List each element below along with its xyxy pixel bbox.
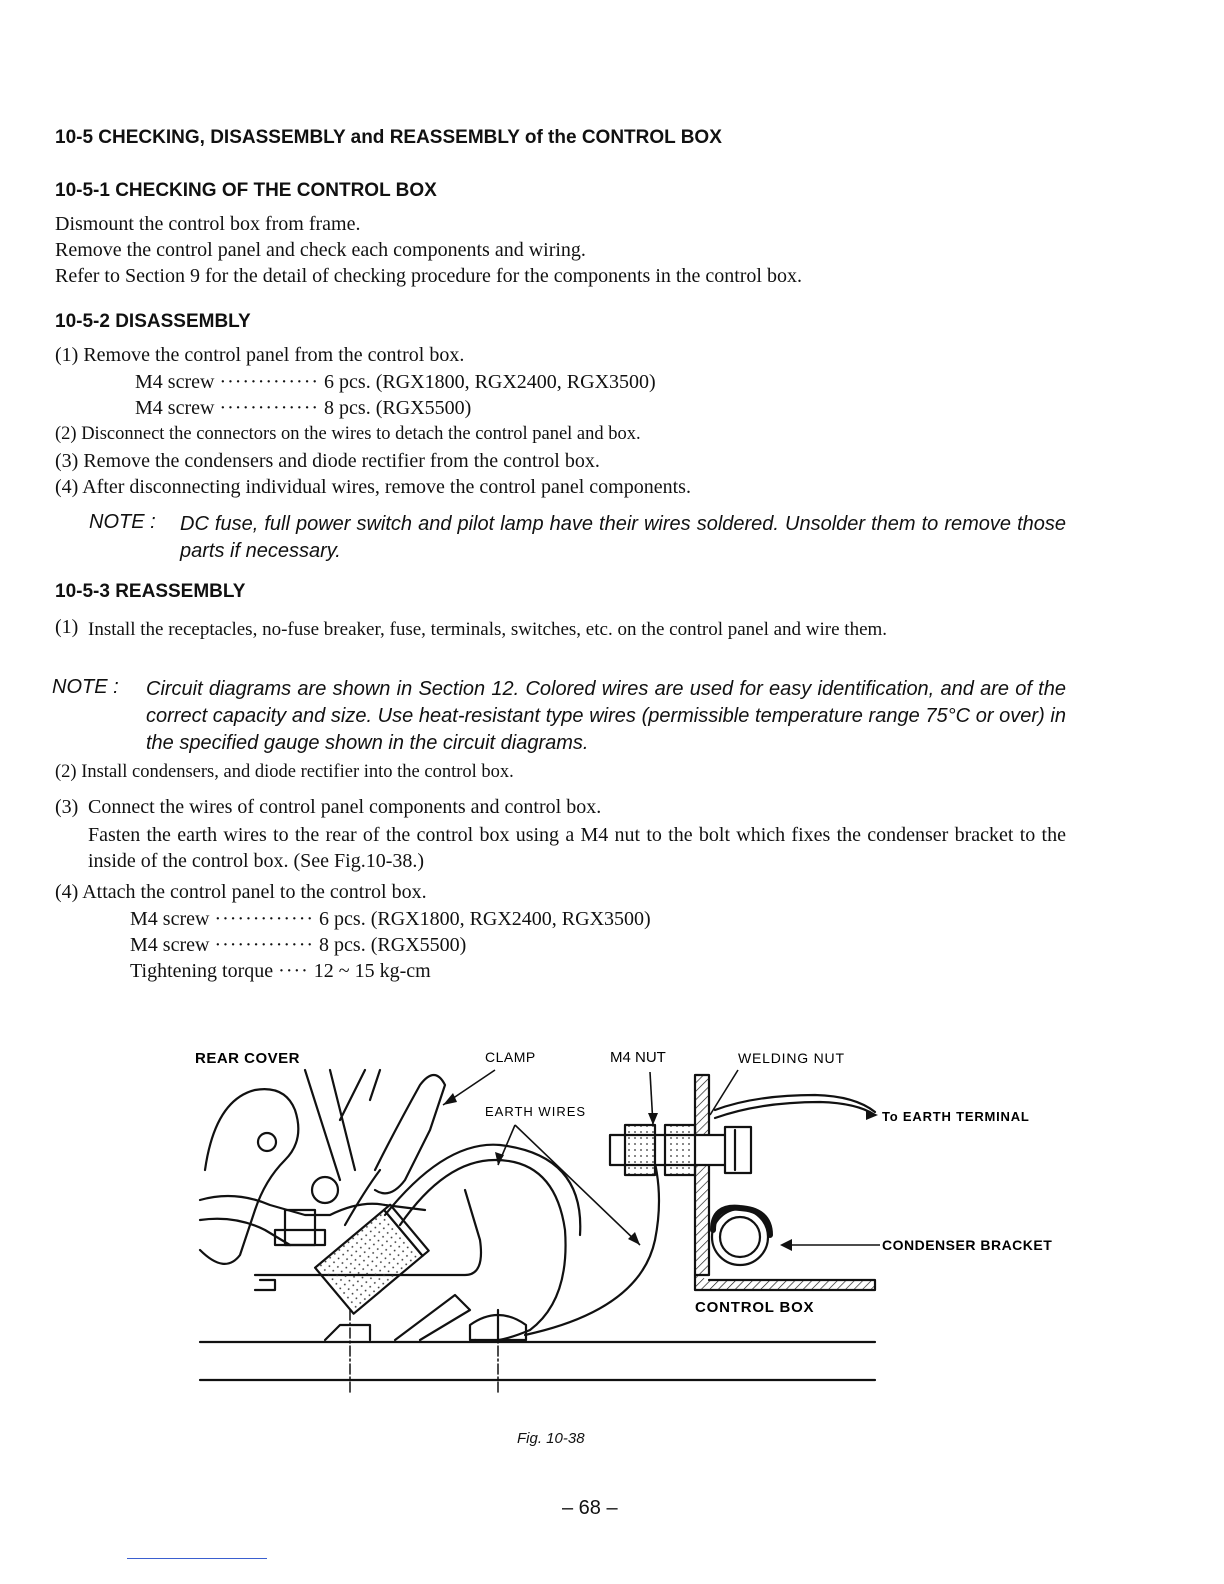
spec-item: M4 screw (130, 934, 210, 956)
spec-value: 12 ~ 15 kg-cm (313, 960, 431, 982)
condenser (315, 1205, 429, 1314)
disassembly-title: 10-5-2 DISASSEMBLY (55, 311, 251, 332)
label-control-box: CONTROL BOX (695, 1299, 815, 1316)
reassembly-step-2: (2) Install condensers, and diode rectifier into the control box. (55, 762, 514, 782)
disassembly-note-label: NOTE : (89, 511, 156, 533)
spec-row (130, 934, 466, 957)
reassembly-step-4: (4) Attach the control panel to the control box. (55, 881, 427, 903)
spec-value: 6 pcs. (RGX1800, RGX2400, RGX3500) (324, 371, 656, 393)
page-number: – 68 – (562, 1497, 618, 1519)
disassembly-step-1: (1) Remove the control panel from the control box. (55, 344, 465, 366)
disassembly-note-text: DC fuse, full power switch and pilot lamp have their wires soldered. Unsolder them to remove those parts if necessary. (180, 513, 1066, 562)
figure-caption: Fig. 10-38 (517, 1430, 585, 1447)
checking-title: 10-5-1 CHECKING OF THE CONTROL BOX (55, 180, 437, 201)
spec-value: 6 pcs. (RGX1800, RGX2400, RGX3500) (319, 908, 651, 930)
label-m4-nut: M4 NUT (610, 1049, 666, 1066)
rear-cover-shape (200, 1089, 298, 1264)
label-earth-wires: EARTH WIRES (485, 1104, 587, 1119)
spec-value: 8 pcs. (RGX5500) (324, 397, 472, 419)
spec-row (130, 908, 651, 931)
footer-divider (127, 1558, 267, 1559)
checking-line-1: Dismount the control box from frame. (55, 213, 361, 235)
reassembly-step-1-num: (1) (55, 616, 79, 638)
spec-dots: ············· (214, 908, 315, 930)
spec-item: M4 screw (135, 397, 215, 419)
spec-value: 8 pcs. (RGX5500) (319, 934, 467, 956)
rear-cover-hole (258, 1133, 276, 1151)
disassembly-step-4: (4) After disconnecting individual wires, remove the control panel components. (55, 476, 691, 498)
label-clamp: CLAMP (485, 1049, 536, 1065)
spec-dots: ············· (219, 371, 320, 393)
spec-item: Tightening torque (130, 960, 274, 982)
reassembly-title: 10-5-3 REASSEMBLY (55, 581, 246, 602)
label-condenser-bracket: CONDENSER BRACKET (882, 1237, 1053, 1253)
spec-dots: ···· (278, 960, 309, 982)
reassembly-note-label: NOTE : (52, 676, 119, 698)
checking-line-3: Refer to Section 9 for the detail of checking procedure for the components in the control box. (55, 265, 802, 287)
label-welding-nut: WELDING NUT (738, 1050, 845, 1066)
disassembly-step-3: (3) Remove the condensers and diode rectifier from the control box. (55, 450, 600, 472)
disassembly-step-2: (2) Disconnect the connectors on the wires to detach the control panel and box. (55, 424, 641, 444)
reassembly-step-1: Install the receptacles, no-fuse breaker, fuse, terminals, switches, etc. on the control panel and wire them. (88, 619, 888, 640)
spec-row (135, 371, 656, 394)
reassembly-step-3: Connect the wires of control panel components and control box. (88, 796, 602, 818)
spec-row (130, 960, 431, 983)
reassembly-note-text: Circuit diagrams are shown in Section 12. Colored wires are used for easy identification, and are of the correct capacity and size. Use heat-resistant type wires (permissible temperature range 75°C or over) in the specified gauge shown in the circuit diagrams. (146, 678, 1066, 754)
spec-dots: ············· (219, 397, 320, 419)
control-box-diagram (195, 1040, 1075, 1400)
spec-row (135, 397, 471, 420)
spec-dots: ············· (214, 934, 315, 956)
spec-item: M4 screw (130, 908, 210, 930)
checking-line-2: Remove the control panel and check each components and wiring. (55, 239, 586, 261)
reassembly-step-3-num: (3) (55, 796, 79, 818)
section-title: 10-5 CHECKING, DISASSEMBLY and REASSEMBLY of the CONTROL BOX (55, 127, 722, 148)
spec-item: M4 screw (135, 371, 215, 393)
label-to-earth-terminal: To EARTH TERMINAL (882, 1109, 1030, 1124)
reassembly-step-3-more: Fasten the earth wires to the rear of the control box using a M4 nut to the bolt which fixes the condenser bracket to the inside of the control box. (See Fig.10-38.) (88, 824, 1066, 872)
label-rear-cover: REAR COVER (195, 1050, 301, 1067)
